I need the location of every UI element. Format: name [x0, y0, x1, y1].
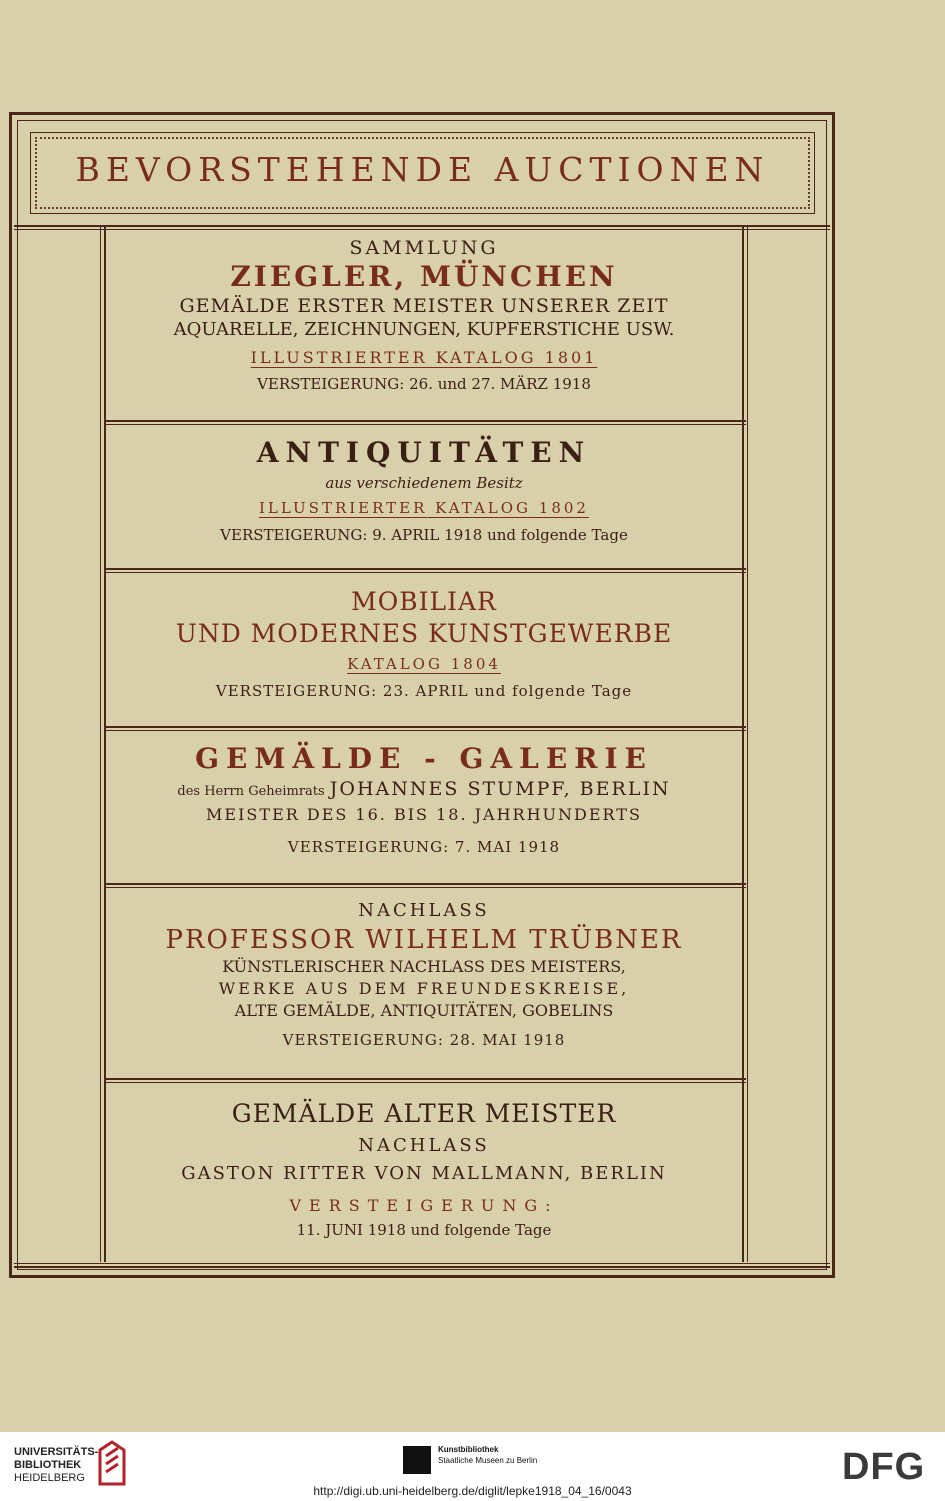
section-divider [104, 572, 746, 573]
kb-line: Kunstbibliothek [438, 1445, 499, 1454]
auction-kicker: NACHLASS [358, 1135, 490, 1156]
source-url[interactable]: http://digi.ub.uni-heidelberg.de/diglit/lepke1918_04_16/0043 [313, 1484, 632, 1498]
section-divider [104, 420, 746, 422]
column-rule-right [747, 227, 748, 1262]
auction-name: UND MODERNES KUNSTGEWERBE [175, 619, 673, 648]
auction-desc: ALTE GEMÄLDE, ANTIQUITÄTEN, GOBELINS [234, 1001, 614, 1020]
auction-catalog: ILLUSTRIERTER KATALOG 1801 [250, 348, 598, 367]
auction-date: VERSTEIGERUNG: 7. MAI 1918 [287, 838, 561, 856]
auction-date: VERSTEIGERUNG: 26. und 27. MÄRZ 1918 [257, 375, 591, 393]
auction-catalog: KATALOG 1804 [347, 655, 501, 673]
auction-date-label: VERSTEIGERUNG: [289, 1196, 559, 1215]
ub-line: HEIDELBERG [14, 1472, 85, 1484]
auction-name: ANTIQUITÄTEN [256, 436, 592, 469]
auction-owner: GASTON RITTER VON MALLMANN, BERLIN [181, 1163, 667, 1184]
divider [14, 225, 830, 227]
kb-line: Staatliche Museen zu Berlin [438, 1456, 538, 1465]
auction-desc: KÜNSTLERISCHER NACHLASS DES MEISTERS, [222, 957, 626, 976]
divider [14, 1263, 830, 1264]
auction-name: MOBILIAR [351, 587, 497, 616]
kunstbibliothek-icon [403, 1446, 431, 1474]
ub-line: BIBLIOTHEK [14, 1459, 82, 1471]
auction-name: ZIEGLER, MÜNCHEN [230, 260, 618, 293]
auction-galerie [104, 740, 744, 864]
dfg-logo: DFG [842, 1446, 926, 1488]
auction-date: VERSTEIGERUNG: 23. APRIL und folgende Tage [215, 682, 633, 700]
auction-truebner [104, 898, 744, 1058]
section-divider [104, 883, 746, 885]
auction-name: PROFESSOR WILHELM TRÜBNER [165, 925, 683, 955]
section-divider [104, 730, 746, 731]
section-divider [104, 424, 746, 425]
auction-desc: MEISTER DES 16. BIS 18. JAHRHUNDERTS [206, 805, 642, 824]
ub-line: UNIVERSITÄTS- [14, 1446, 99, 1458]
auction-mallmann [104, 1096, 744, 1240]
auction-date: VERSTEIGERUNG: 9. APRIL 1918 und folgende Tage [220, 526, 628, 544]
auction-name: GEMÄLDE ALTER MEISTER [231, 1099, 617, 1128]
auction-name: GEMÄLDE - GALERIE [195, 742, 653, 775]
section-divider [104, 1078, 746, 1080]
auction-date: VERSTEIGERUNG: 28. MAI 1918 [282, 1031, 566, 1049]
divider [14, 1266, 830, 1268]
auction-kicker: NACHLASS [358, 900, 490, 921]
section-divider [104, 726, 746, 728]
page-title: BEVORSTEHENDE AUCTIONEN [75, 150, 770, 189]
auction-owner: JOHANNES STUMPF, BERLIN [329, 778, 671, 800]
auction-owner-prefix: des Herrn Geheimrats [177, 784, 325, 799]
section-divider [104, 887, 746, 888]
ub-logo-icon [94, 1440, 130, 1486]
section-divider [104, 568, 746, 570]
auction-desc: WERKE AUS DEM FREUNDESKREISE, [218, 979, 630, 998]
auction-mobiliar [104, 586, 744, 704]
section-divider [104, 1082, 746, 1083]
auction-desc: AQUARELLE, ZEICHNUNGEN, KUPFERSTICHE USW. [173, 319, 675, 340]
auction-desc: GEMÄLDE ERSTER MEISTER UNSERER ZEIT [179, 295, 669, 317]
auction-ziegler [104, 236, 744, 396]
auction-sub: aus verschiedenem Besitz [325, 474, 523, 492]
kunstbibliothek-text [438, 1444, 537, 1466]
ub-logo-text [14, 1446, 98, 1485]
divider [14, 229, 830, 230]
auction-antiquitaeten [104, 434, 744, 548]
auction-catalog: ILLUSTRIERTER KATALOG 1802 [259, 499, 589, 517]
column-rule-left [100, 227, 101, 1262]
auction-kicker: SAMMLUNG [349, 237, 499, 259]
auction-date: 11. JUNI 1918 und folgende Tage [296, 1221, 552, 1239]
